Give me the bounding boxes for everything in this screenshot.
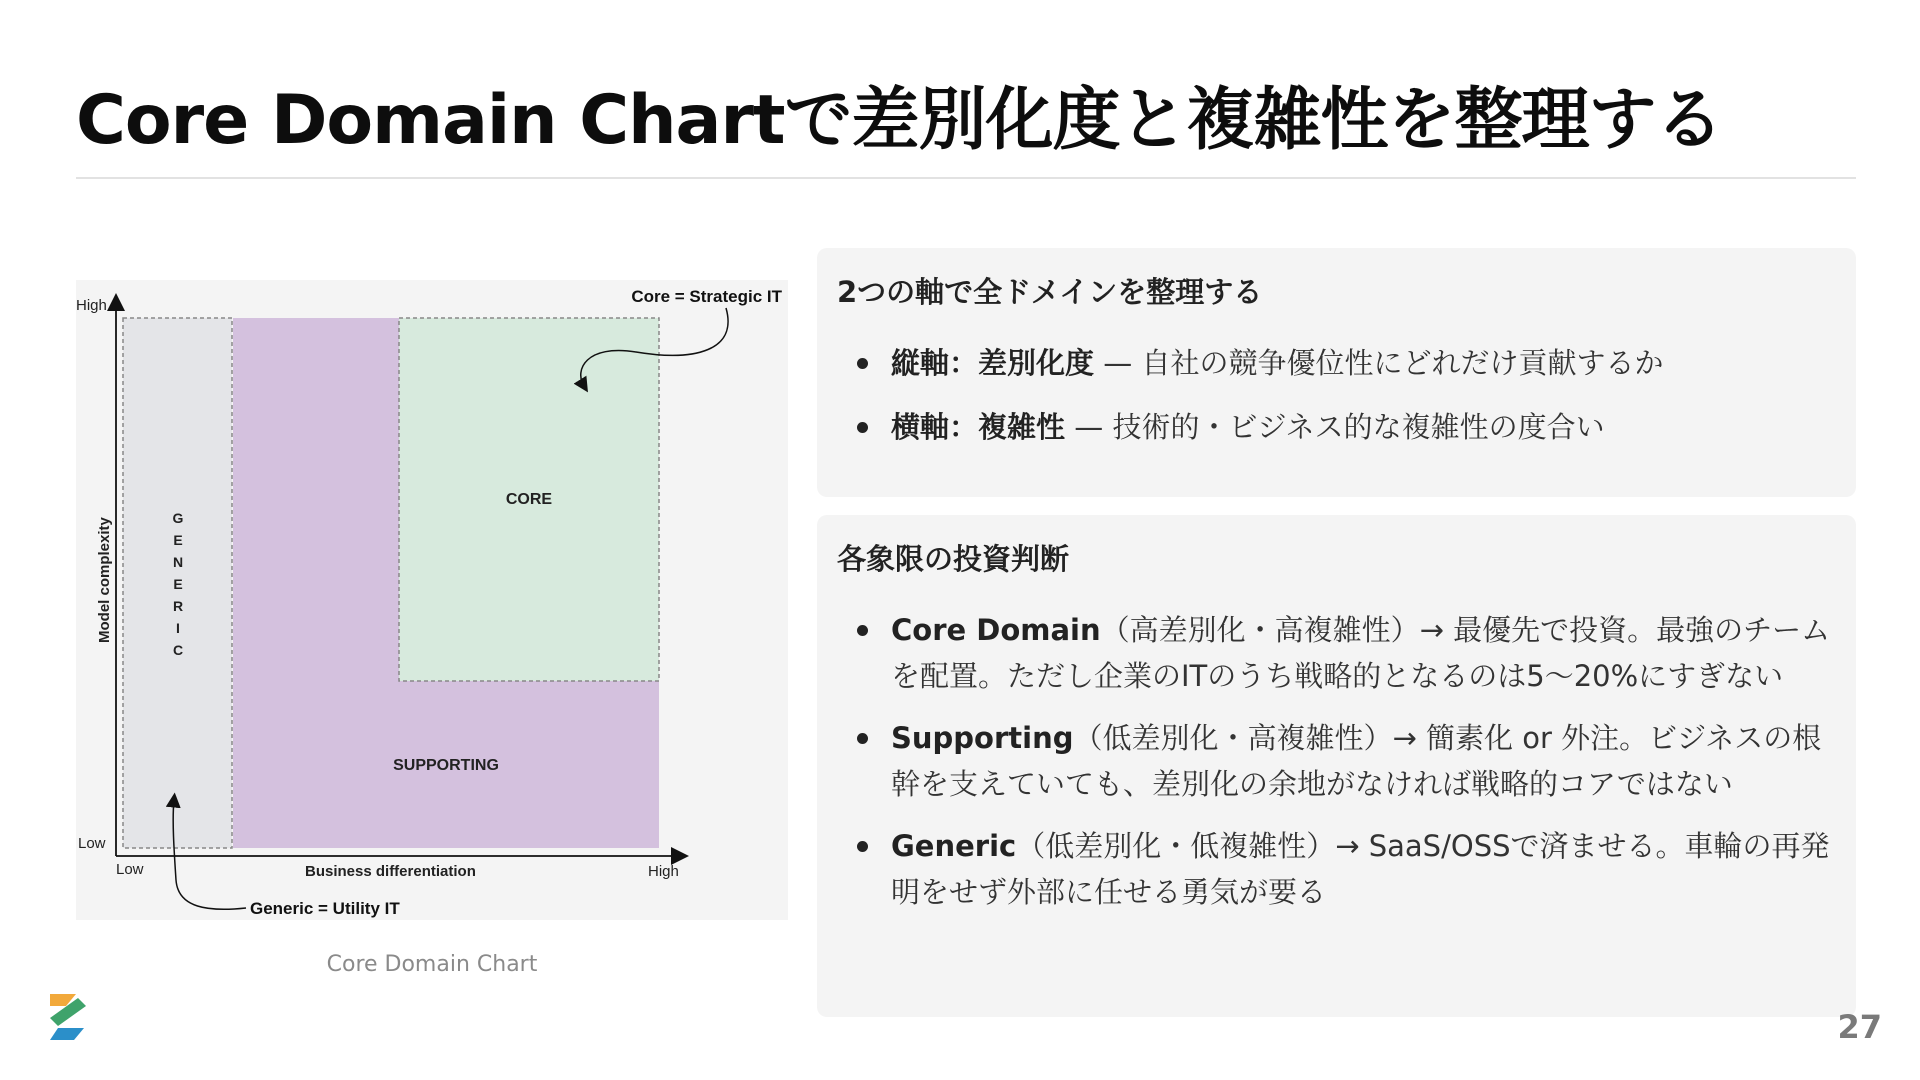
list-item	[837, 340, 1836, 386]
brand-logo-icon	[48, 990, 88, 1042]
axes-card	[817, 248, 1856, 497]
y-axis-title: Model complexity	[96, 517, 113, 643]
bullet-heading: Supporting	[891, 721, 1074, 755]
core-domain-chart-svg	[76, 280, 788, 920]
bullet-text: 技術的・ビジネス的な複雑性の度合い	[1112, 410, 1605, 444]
y-high-label: High	[76, 297, 107, 314]
axes-card-title: 2つの軸で全ドメインを整理する	[837, 275, 1263, 309]
slide-title: Core Domain Chartで差別化度と複雑性を整理する	[76, 81, 1723, 160]
axes-bullet-list	[837, 340, 1836, 468]
list-item	[837, 607, 1836, 699]
bullet-text: （低差別化・高複雑性）→ 簡素化 or 外注。ビジネスの根幹を支えていても、差別化の余地がなければ戦略的コアではない	[891, 721, 1822, 801]
bullet-heading: Core Domain	[891, 613, 1101, 647]
bullet-dot-icon	[857, 422, 868, 433]
bullet-heading: 横軸：複雑性	[891, 410, 1066, 444]
list-item	[837, 823, 1836, 915]
list-item	[837, 404, 1836, 450]
generic-letter: N	[172, 554, 184, 570]
list-item	[837, 715, 1836, 807]
core-callout: Core = Strategic IT	[631, 287, 782, 306]
investment-card	[817, 515, 1856, 1017]
title-divider	[76, 177, 1856, 179]
bullet-dot-icon	[857, 358, 868, 369]
generic-letter: R	[172, 598, 184, 614]
bullet-dot-icon	[857, 733, 868, 744]
bullet-text: 自社の競争優位性にどれだけ貢献するか	[1141, 346, 1664, 380]
investment-bullet-list	[837, 607, 1836, 931]
generic-letter: I	[176, 620, 180, 636]
core-domain-chart	[76, 280, 788, 920]
investment-card-title: 各象限の投資判断	[837, 542, 1070, 576]
bullet-text: （低差別化・低複雑性）→ SaaS/OSSで済ませる。車輪の再発明をせず外部に任せる勇気が要る	[891, 829, 1830, 909]
generic-letter: E	[173, 532, 183, 548]
x-low-label: Low	[116, 861, 144, 878]
x-high-label: High	[648, 863, 679, 880]
generic-callout: Generic = Utility IT	[250, 899, 400, 918]
bullet-separator: —	[1065, 410, 1113, 444]
bullet-dot-icon	[857, 841, 868, 852]
generic-letter: E	[173, 576, 183, 592]
generic-letter: C	[172, 642, 184, 658]
bullet-heading: 縦軸：差別化度	[891, 346, 1095, 380]
diagram-caption: Core Domain Chart	[326, 952, 538, 977]
bullet-dot-icon	[857, 625, 868, 636]
generic-letter: G	[172, 510, 184, 526]
y-low-label: Low	[78, 835, 106, 852]
supporting-region-label: SUPPORTING	[393, 757, 499, 774]
bullet-separator: —	[1094, 346, 1142, 380]
x-axis-title: Business differentiation	[305, 863, 476, 880]
bullet-heading: Generic	[891, 829, 1017, 863]
core-region-label: CORE	[505, 491, 553, 508]
page-number: 27	[1837, 1008, 1882, 1046]
bullet-text: （高差別化・高複雑性）→ 最優先で投資。最強のチームを配置。ただし企業のITのうち戦略的となるのは5〜20%にすぎない	[891, 613, 1831, 693]
